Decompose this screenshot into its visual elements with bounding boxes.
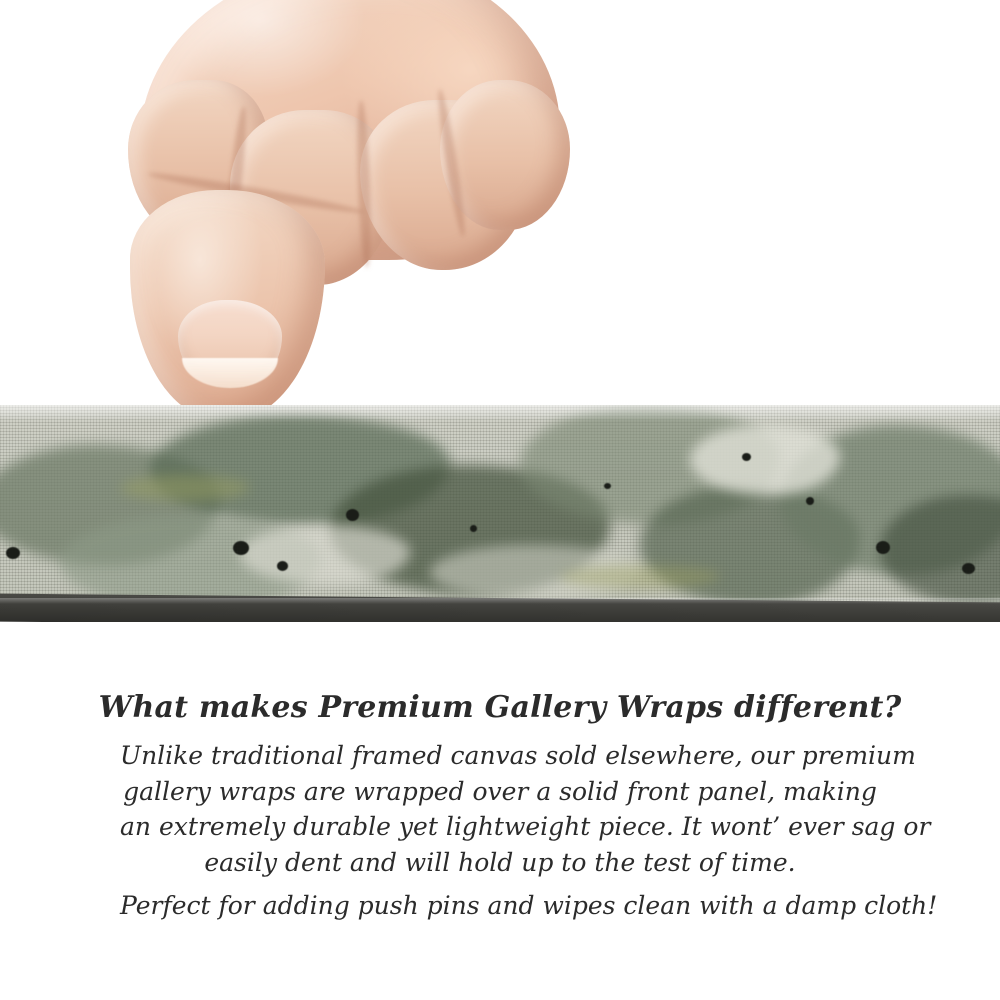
texture-speck <box>604 483 611 489</box>
caption-block <box>0 690 1000 924</box>
paint-highlight <box>240 525 410 585</box>
thumb-shape <box>130 190 325 420</box>
canvas-edge-sheen <box>0 598 1000 604</box>
photo-bottom-fill <box>0 622 1000 645</box>
caption-line-1: Unlike traditional framed canvas sold elsewhere, our premium <box>120 741 916 770</box>
texture-speck <box>6 547 20 559</box>
thumbnail-tip <box>182 358 278 388</box>
strip-top-highlight <box>0 405 1000 421</box>
caption-line-3: an extremely durable yet lightweight piece. It wont’ ever sag or <box>120 812 931 841</box>
caption-body <box>0 738 1000 924</box>
texture-speck <box>233 541 249 555</box>
texture-speck <box>277 561 288 571</box>
caption-heading: What makes Premium Gallery Wraps different? <box>98 690 902 725</box>
paint-accent <box>120 475 250 501</box>
caption-line-4: easily dent and will hold up to the test of time. <box>204 847 796 877</box>
paint-accent <box>560 565 720 589</box>
caption-line-2: gallery wraps are wrapped over a solid front panel, making <box>123 776 877 806</box>
caption-final-line: Perfect for adding push pins and wipes clean with a damp cloth! <box>120 891 938 920</box>
texture-speck <box>470 525 477 532</box>
texture-speck <box>962 563 975 574</box>
texture-speck <box>876 541 890 554</box>
paint-highlight <box>690 425 840 495</box>
texture-speck <box>742 453 751 461</box>
texture-speck <box>346 509 359 521</box>
hand-illustration <box>110 0 580 430</box>
texture-speck <box>806 497 814 505</box>
canvas-edge-strip <box>0 405 1000 615</box>
